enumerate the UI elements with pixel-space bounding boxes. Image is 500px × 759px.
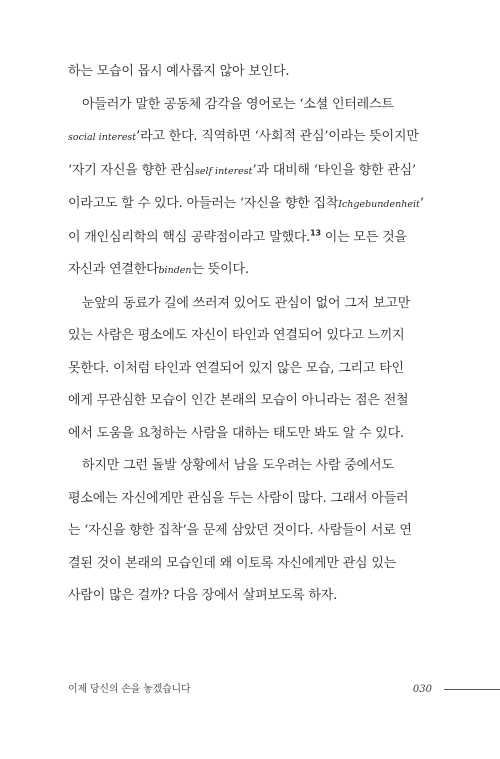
- paragraph-1: [68, 56, 432, 89]
- text-line: [68, 222, 432, 255]
- footnote-ref[interactable]: 13: [310, 228, 321, 238]
- italic-term: self interest: [194, 165, 253, 177]
- footer-rule: [444, 689, 500, 690]
- text-line: 있는 사람은 평소에도 자신이 타인과 연결되어 있다고 느끼지: [68, 328, 405, 343]
- text-run: ‘자기 자신을 향한 관심: [68, 162, 195, 178]
- page-footer: [68, 680, 432, 700]
- text-line: 아들러가 말한 공동체 감각을 영어로는 ‘소셜 인터레스트: [82, 96, 394, 112]
- text-run: 이 개인심리학의 핵심 공략점이라고 말했다.: [68, 229, 311, 245]
- running-title: 이제 당신의 손을 놓겠습니다: [68, 684, 191, 695]
- text-line: 눈앞의 동료가 길에 쓰러져 있어도 관심이 없어 그저 보고만: [82, 295, 411, 311]
- text-line: 에게 무관심한 모습이 인간 본래의 모습이 아니라는 점은 전철: [68, 393, 409, 408]
- italic-term: Ichgebundenheit: [338, 199, 420, 210]
- text-line: [68, 155, 432, 189]
- text-run: 이는 모든 것을: [320, 229, 407, 245]
- text-line: 사람이 많은 걸까? 다음 장에서 살펴보도록 하자.: [68, 588, 338, 603]
- paragraph-4: [68, 450, 432, 613]
- text-line: [68, 121, 432, 155]
- text-run: ’라고 한다. 직역하면 ‘사회적 관심’이라는 뜻이지만: [136, 129, 419, 144]
- text-line: 하지만 그런 돌발 상황에서 남을 도우려는 사람 중에서도: [82, 458, 394, 473]
- text-line: 하는 모습이 몹시 예사롭지 않아 보인다.: [68, 64, 290, 79]
- page-number: 030: [412, 684, 432, 695]
- text-line: 는 ‘자신을 향한 집착’을 문제 삼았던 것이다. 사람들이 서로 연: [68, 523, 412, 538]
- paragraph-3: [68, 288, 432, 451]
- italic-term: binden: [158, 265, 192, 276]
- text-run: ’과 대비해 ‘타인을 향한 관심’: [252, 162, 416, 178]
- text-line: 못한다. 이처럼 타인과 연결되어 있지 않은 모습, 그리고 타인: [68, 360, 404, 376]
- text-line: 평소에는 자신에게만 관심을 두는 사람이 많다. 그래서 아들러: [68, 490, 409, 506]
- text-line: 에서 도움을 요청하는 사람을 대하는 태도만 봐도 알 수 있다.: [68, 425, 404, 441]
- italic-term: social interest: [68, 132, 137, 143]
- body-text: [68, 56, 432, 613]
- text-line: [68, 254, 432, 288]
- text-run: ’: [419, 196, 424, 211]
- text-line: [68, 188, 432, 222]
- paragraph-2: [68, 89, 432, 288]
- text-run: 자신과 연결한다: [68, 262, 159, 277]
- text-run: 이라고도 할 수 있다. 아들러는 ‘자신을 향한 집착: [68, 196, 339, 211]
- text-run: 는 뜻이다.: [191, 262, 249, 277]
- text-line: 결된 것이 본래의 모습인데 왜 이토록 자신에게만 관심 있는: [68, 555, 397, 571]
